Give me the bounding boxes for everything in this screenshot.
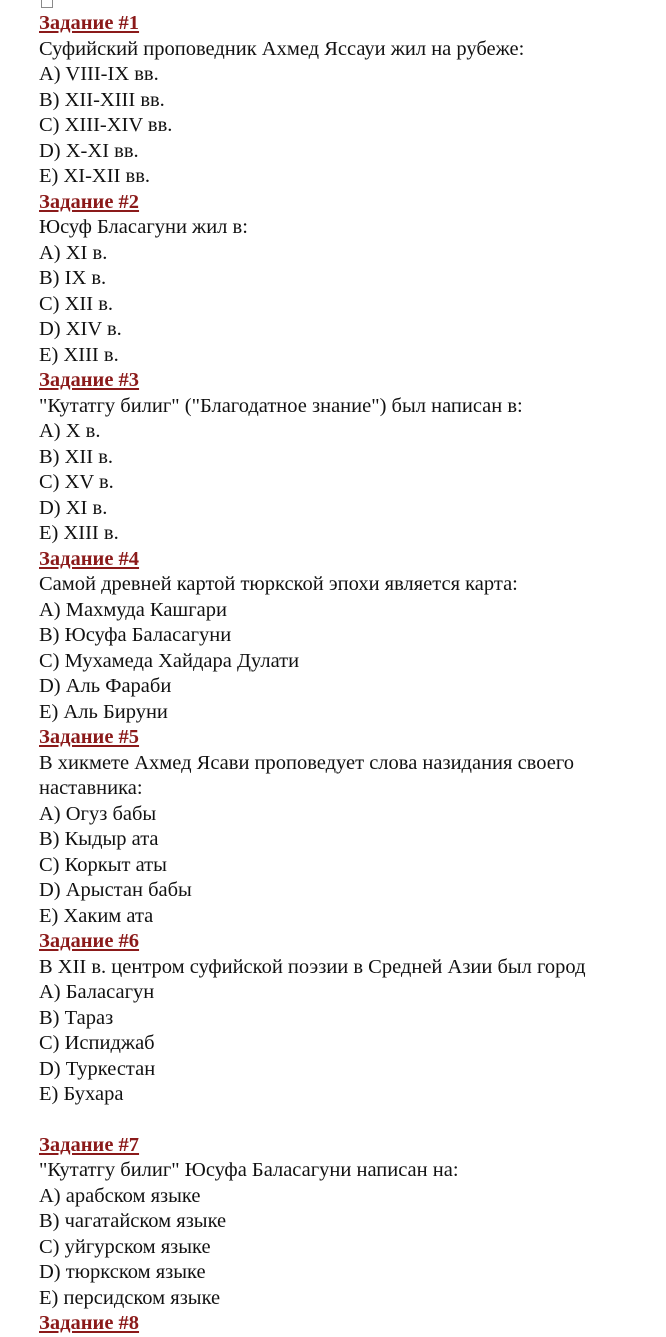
task-title: Задание #6 — [39, 930, 140, 952]
task-title: Задание #8 — [39, 1312, 140, 1334]
task-3 — [39, 368, 659, 547]
answer-option: D) тюркском языке — [39, 1261, 206, 1283]
answer-option: B) XII-XIII вв. — [39, 88, 165, 111]
task-8 — [39, 1311, 659, 1337]
answer-option: D) X-XI вв. — [39, 139, 139, 162]
task-question: "Кутатгу билиг" ("Благодатное знание") был написан в: — [39, 394, 523, 417]
answer-option: C) Коркыт аты — [39, 853, 167, 876]
answer-option: B) XII в. — [39, 445, 114, 468]
task-title: Задание #5 — [39, 726, 140, 748]
answer-option: B) Юсуфа Баласагуни — [39, 624, 232, 646]
answer-option: A) XI в. — [39, 241, 108, 264]
answer-option: A) VIII-IX вв. — [39, 63, 159, 85]
task-question: Юсуф Бласагуни жил в: — [39, 216, 248, 238]
task-question: Суфийский проповедник Ахмед Яссауи жил на рубеже: — [39, 37, 525, 60]
answer-option: E) XIII в. — [39, 522, 119, 544]
answer-option: C) Испиджаб — [39, 1032, 155, 1054]
answer-option: D) Арыстан бабы — [39, 879, 192, 901]
answer-option: C) XII в. — [39, 292, 114, 315]
task-1 — [39, 11, 659, 190]
answer-option: B) чагатайском языке — [39, 1210, 227, 1232]
task-question: В хикмете Ахмед Ясави проповедует слова назидания своего наставника: — [39, 751, 574, 799]
answer-option: E) Хаким ата — [39, 904, 154, 927]
task-title: Задание #1 — [39, 12, 140, 34]
task-7 — [39, 1133, 659, 1312]
answer-option: D) XI в. — [39, 496, 108, 519]
answer-option: C) XV в. — [39, 471, 114, 493]
task-title: Задание #7 — [39, 1133, 140, 1156]
answer-option: B) IX в. — [39, 267, 107, 289]
document-content — [39, 11, 659, 1337]
answer-option: E) Аль Бируни — [39, 700, 168, 723]
answer-option: E) XIII в. — [39, 343, 119, 366]
task-question: В XII в. центром суфийской поэзии в Средней Азии был город — [39, 955, 586, 978]
task-4 — [39, 547, 659, 726]
answer-option: D) XIV в. — [39, 318, 122, 340]
answer-option: E) Бухара — [39, 1083, 124, 1105]
task-5 — [39, 725, 659, 929]
answer-option: B) Тараз — [39, 1006, 114, 1029]
answer-option: A) Баласагун — [39, 981, 155, 1003]
task-question: Самой древней картой тюркской эпохи является карта: — [39, 573, 518, 595]
answer-option: A) арабском языке — [39, 1184, 201, 1207]
answer-option: E) персидском языке — [39, 1286, 221, 1309]
answer-option: A) Огуз бабы — [39, 802, 157, 825]
answer-option: A) X в. — [39, 420, 101, 442]
answer-option: C) XIII-XIV вв. — [39, 114, 173, 136]
blank-line — [39, 1108, 659, 1133]
answer-option: A) Махмуда Кашгари — [39, 598, 227, 621]
task-2 — [39, 190, 659, 369]
answer-option: D) Аль Фараби — [39, 675, 172, 697]
answer-option: C) Мухамеда Хайдара Дулати — [39, 649, 300, 672]
answer-option: E) XI-XII вв. — [39, 165, 150, 187]
answer-option: B) Кыдыр ата — [39, 828, 159, 850]
task-question: "Кутатгу билиг" Юсуфа Баласагуни написан на: — [39, 1159, 459, 1181]
answer-option: D) Туркестан — [39, 1057, 156, 1080]
task-6 — [39, 929, 659, 1108]
task-title: Задание #2 — [39, 190, 140, 213]
task-title: Задание #3 — [39, 369, 140, 391]
checkbox[interactable] — [41, 0, 53, 8]
task-title: Задание #4 — [39, 547, 140, 570]
answer-option: C) уйгурском языке — [39, 1235, 211, 1258]
